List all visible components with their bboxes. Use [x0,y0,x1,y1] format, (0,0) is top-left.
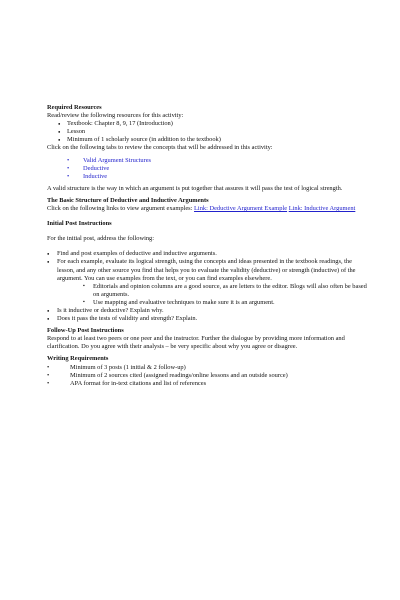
initial-item-evaluate [47,258,367,307]
initial-post-heading: Initial Post Instructions [47,220,112,228]
argument-links-text: Click on the following links to view argument examples: [47,205,195,213]
initial-item-validity: ● Does it pass the tests of validity and strength? Explain. [47,315,367,323]
initial-item-inductive-deductive: ● Is it inductive or deductive? Explain why. [47,307,367,315]
resource-item: ● Lesson [47,128,367,136]
requirement-item: • Minimum of 2 sources cited (assigned readings/online lessons and an outside source) [47,372,367,380]
document-page [47,104,367,388]
initial-sub-list [83,283,367,307]
writing-requirements-list [47,364,367,388]
initial-item-find: ● Find and post examples of deductive and inductive arguments. [47,250,367,258]
initial-post-list [47,250,367,323]
tab-inductive[interactable]: • Inductive [47,173,367,181]
initial-post-intro: For the initial post, address the following: [47,235,155,243]
resources-list [47,120,367,144]
concept-tabs-list [47,157,367,181]
tab-valid-argument-structures[interactable]: • Valid Argument Structures [47,157,367,165]
inductive-argument-link[interactable]: Link: Inductive Argument [288,205,356,213]
required-resources-heading: Required Resources [47,104,102,111]
tab-deductive[interactable]: • Deductive [47,165,367,173]
basic-structure-heading: The Basic Structure of Deductive and Inductive Arguments [47,196,209,204]
tabs-intro: Click on the following tabs to review the concepts that will be addressed in this activity: [47,144,273,152]
writing-requirements-heading: Writing Requirements [47,355,109,363]
follow-up-text: Respond to at least two peers or one peer and the instructor. Further the dialogue by providing more information and clarification. Do you agree with their analysis – be very specific about why you agree or disagree. [47,335,345,351]
argument-links-paragraph [47,205,367,213]
requirement-item: • Minimum of 3 posts (1 initial & 2 follow-up) [47,364,367,372]
deductive-example-link[interactable]: Link: Deductive Argument Example [194,205,288,213]
requirement-item: • APA format for in-text citations and list of references [47,380,367,388]
sub-item-mapping: ▪ Use mapping and evaluative techniques to make sure it is an argument. [83,299,367,307]
sub-item-editorials: ▪ Editorials and opinion columns are a good source, as are letters to the editor. Blogs will also often be based on arguments. [83,283,367,299]
resource-item: ● Minimum of 1 scholarly source (in addition to the textbook) [47,136,367,144]
resource-item: ● Textbook: Chapter 8, 9, 17 (Introduction) [47,120,367,128]
resources-intro: Read/review the following resources for this activity: [47,112,184,120]
valid-structure-text: A valid structure is the way in which an argument is put together that assures it will pass the test of logical strength. [47,184,343,192]
initial-item-evaluate-text: For each example, evaluate its logical strength, using the concepts and ideas presented in the textbook readings, the lesson, and any other source you find that helps you to evaluate the validity (deductive) or strength (inductive) of the argument. You can use examples from the text, or you can find examples elsewhere. [57,258,356,282]
follow-up-heading: Follow-Up Post Instructions [47,327,124,335]
